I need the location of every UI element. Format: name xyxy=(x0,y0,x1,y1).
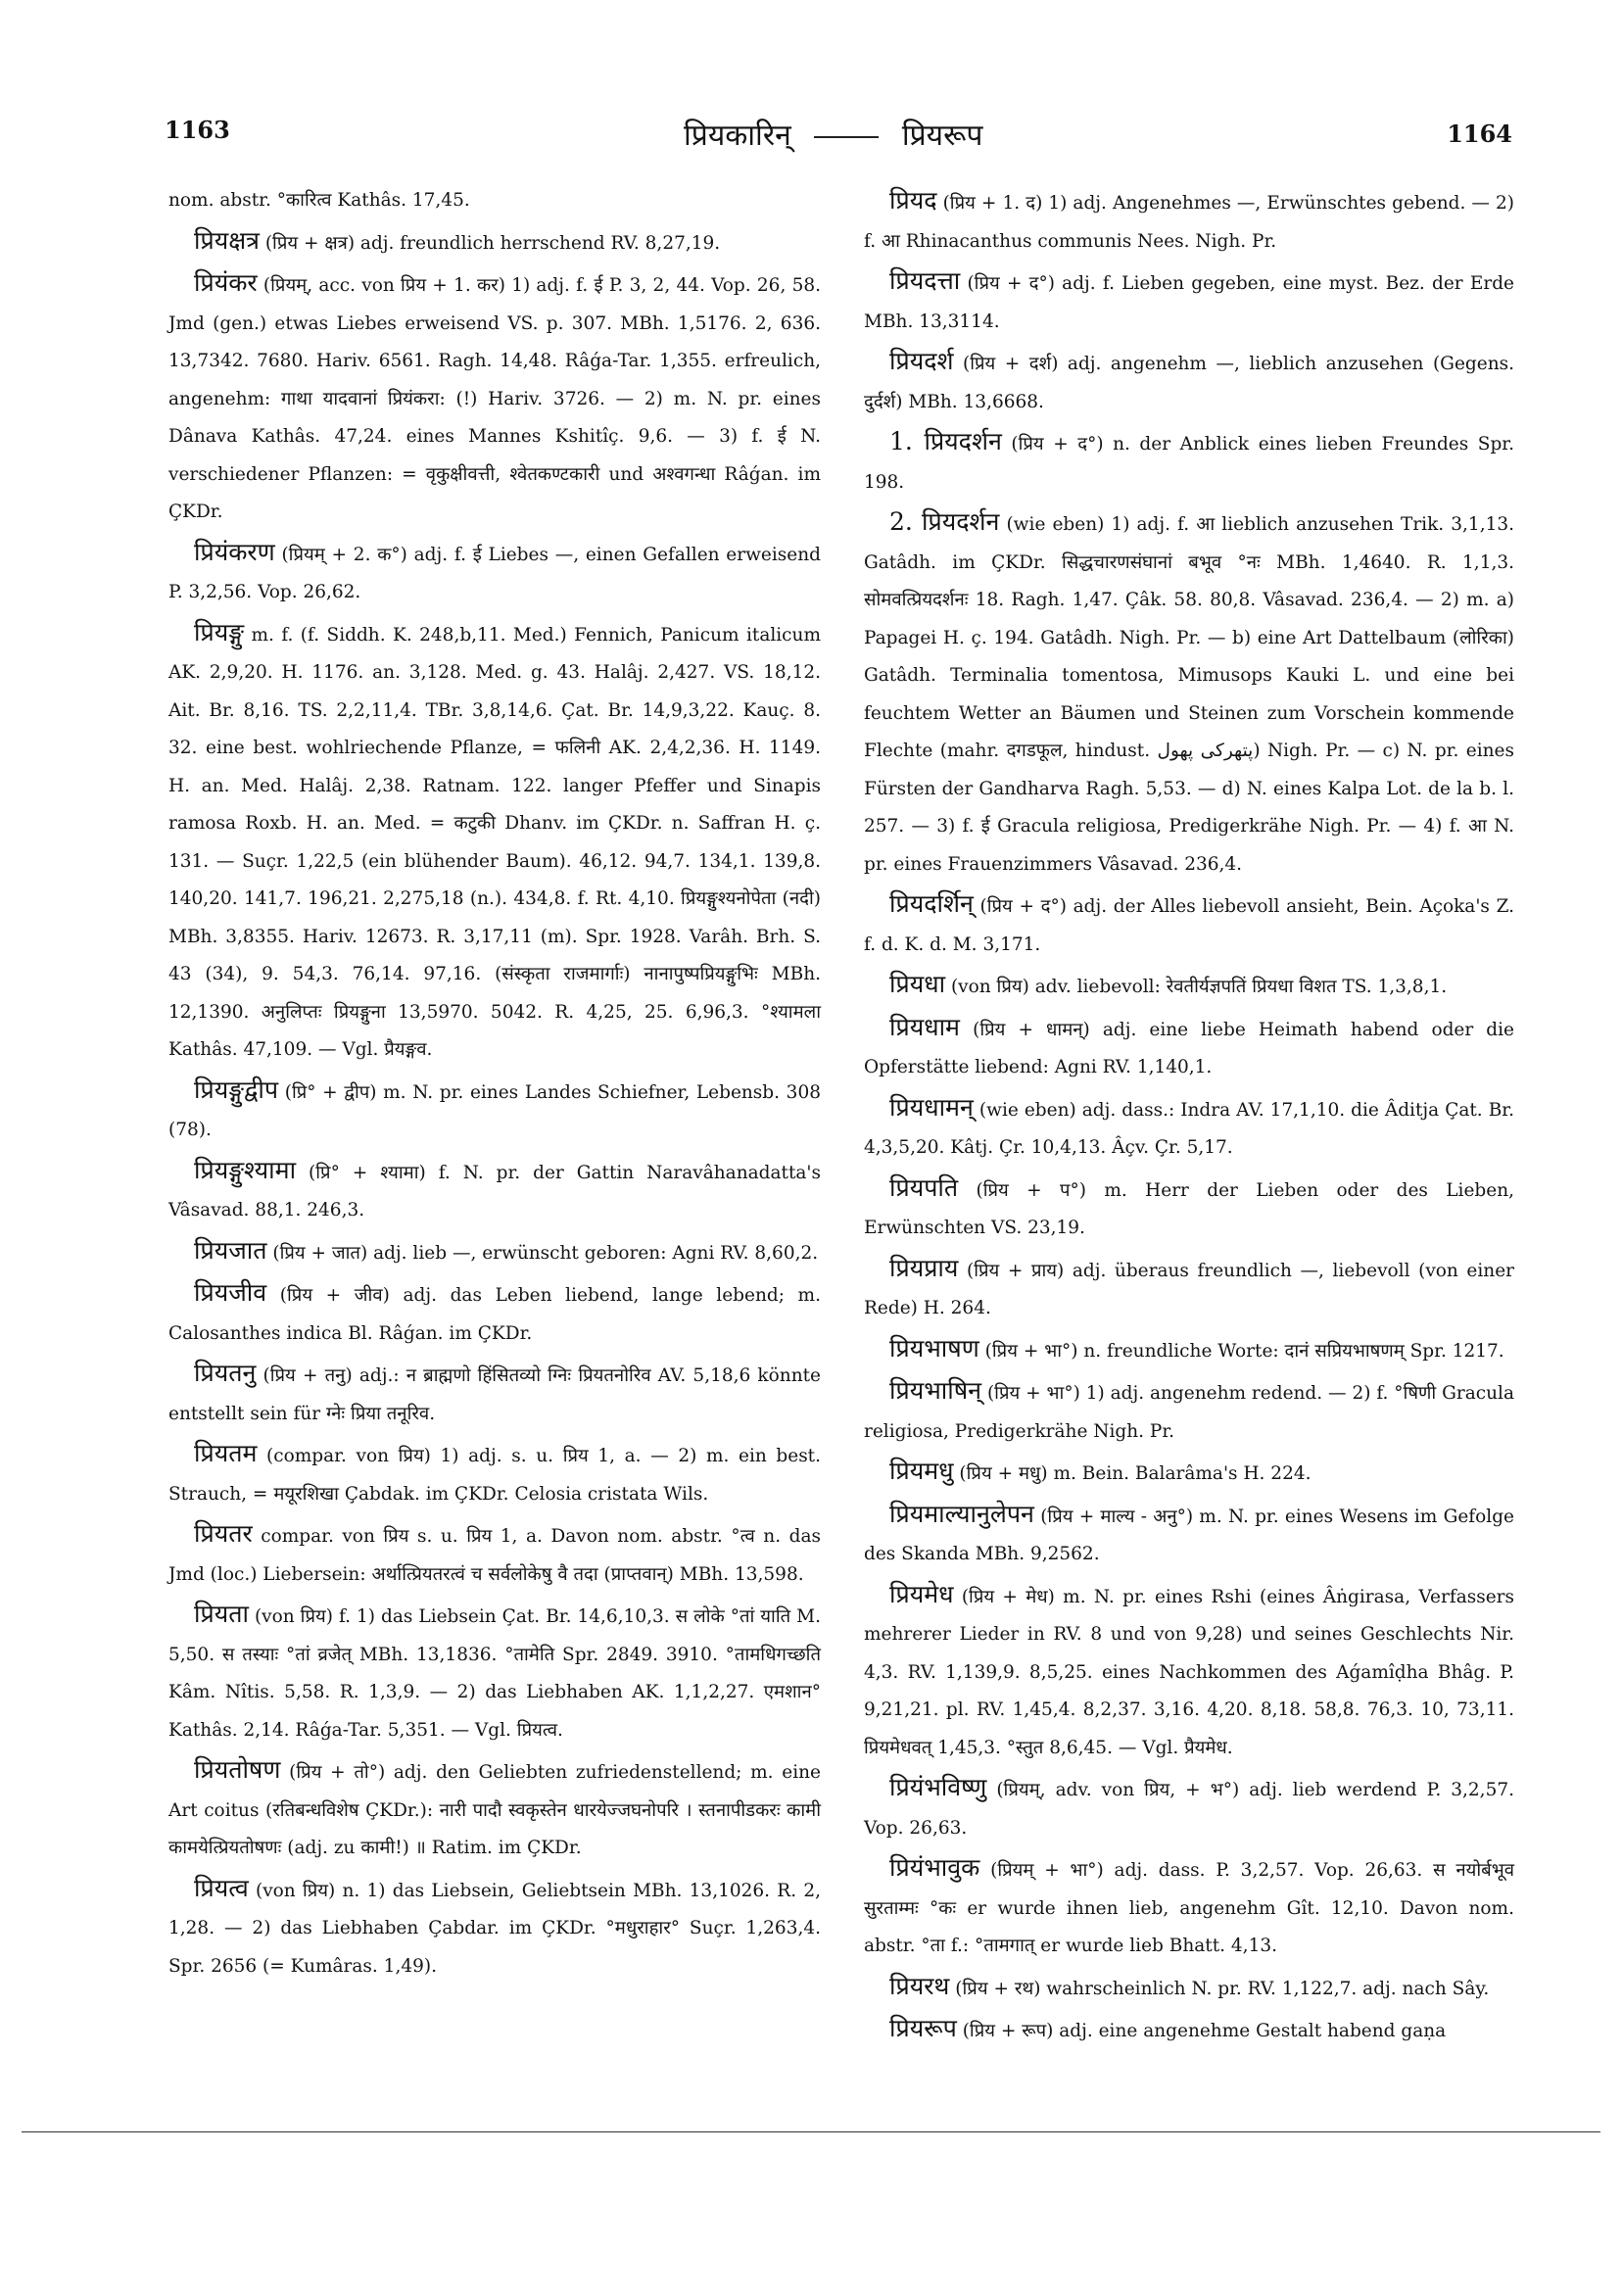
dictionary-entry xyxy=(864,423,1514,502)
dictionary-entry xyxy=(864,1576,1514,1768)
entry-text: (von प्रिय) adv. liebevoll: रेवतीर्यज्ञपतिं प्रियधा विशत TS. 1,3,8,1. xyxy=(950,977,1448,997)
entry-headword: प्रियधाम xyxy=(889,1012,961,1041)
dictionary-entry xyxy=(168,1435,821,1513)
right-column xyxy=(864,182,1514,2053)
dictionary-entry xyxy=(864,1009,1514,1087)
entry-text: (von प्रिय) f. 1) das Liebsein Çat. Br. 14,6,10,3. स लोके °तां याति M. 5,50. स तस्याः °तां व्रजेत् MBh. 13,1836. °तामेति Spr. 2849. 3910. °तामधिगच्छति Kâm. Nîtis. 5,58. R. 1,3,9. — 2) das Liebhaben AK. 1,1,2,27. एमशान° Kathâs. 2,14. Râǵa-Tar. 5,351. — Vgl. प्रियत्व. xyxy=(168,1606,821,1741)
entry-headword: प्रियतर xyxy=(194,1519,253,1548)
entry-text: (प्रिय + रथ) wahrscheinlich N. pr. RV. 1,122,7. adj. nach Sây. xyxy=(955,1978,1490,1999)
entry-text: (प्रियम्, acc. von प्रिय + 1. कर) 1) adj. f. ई P. 3, 2, 44. Vop. 26, 58. Jmd (gen.) etwas Liebes erweisend VS. p. 307. MBh. 1,5176. 2, 636. 13,7342. 7680. Hariv. 6561. Ragh. 14,48. Râǵa-Tar. 1,355. erfreulich, angenehm: गाथा यादवानां प्रियंकरा: (!) Hariv. 3726. — 2) m. N. pr. eines Dânava Kathâs. 47,24. eines Mannes Kshitîç. 9,6. — 3) f. ई N. verschiedener Pflanzen: = वृकुक्षीवत्ती, श्वेतकण्टकारी und अश्वगन्धा Râǵan. im ÇKDr. xyxy=(168,275,821,522)
left-column xyxy=(168,182,821,1987)
entry-text: (प्रिय + प°) m. Herr der Lieben oder des Lieben, Erwünschten VS. 23,19. xyxy=(864,1179,1514,1238)
entry-headword: प्रियत्व xyxy=(194,1873,249,1902)
entry-headword: प्रियंकरण xyxy=(194,537,275,566)
entry-headword: प्रियङ्गुश्यामा xyxy=(194,1155,297,1184)
entry-headword: प्रियंभावुक xyxy=(889,1853,980,1882)
entry-text: (प्रिय + दर्श) adj. angenehm —, lieblich anzusehen (Gegens. दुर्दर्श) MBh. 13,6668. xyxy=(864,354,1514,412)
dictionary-entry xyxy=(864,885,1514,964)
entry-text: (प्रि° + श्यामा) f. N. pr. der Gattin Naravâhanadatta's Vâsavad. 88,1. 246,3. xyxy=(168,1162,821,1220)
dictionary-entry xyxy=(168,1232,821,1273)
entry-text: (wie eben) adj. dass.: Indra AV. 17,1,10. die Âditja Çat. Br. 4,3,5,20. Kâtj. Çr. 10,4,13. Âçv. Çr. 5,17. xyxy=(864,1099,1514,1158)
entry-text: nom. abstr. °कारित्व Kathâs. 17,45. xyxy=(168,190,470,211)
entry-headword: 1. प्रियदर्शन xyxy=(889,427,1002,455)
dictionary-entry xyxy=(168,1355,821,1433)
running-head-dash xyxy=(814,136,879,138)
entry-headword: प्रियरथ xyxy=(889,1971,950,2000)
entry-headword: प्रियभाषिन् xyxy=(889,1376,982,1405)
entry-text: (wie eben) 1) adj. f. आ lieblich anzusehen Trik. 3,1,13. Gatâdh. im ÇKDr. सिद्धचारणसंघानां बभूव °नः MBh. 1,4640. R. 1,1,3. सोमवत्प्रियदर्शनः 18. Ragh. 1,47. Çâk. 58. 80,8. Vâsavad. 236,4. — 2) m. a) Papagei H. ç. 194. Gatâdh. Nigh. Pr. — b) eine Art Dattelbaum (लोरिका) Gatâdh. Terminalia tomentosa, Mimusops Kauki L. und eine bei feuchtem Wetter an Bäumen und Steinen zum Vorschein kommende Flechte (mahr. दगडफूल, hindust. پتهرکی پهول) Nigh. Pr. — c) N. pr. eines Fürsten der Gandharva Ragh. 5,53. — d) N. eines Kalpa Lot. de la b. l. 257. — 3) f. ई Gracula religiosa, Predigerkrähe Nigh. Pr. — 4) f. आ N. pr. eines Frauenzimmers Vâsavad. 236,4. xyxy=(864,514,1515,875)
dictionary-entry xyxy=(168,1274,821,1353)
entry-text: (प्रिय + तनु) adj.: न ब्राह्मणो हिंसितव्यो ग्निः प्रियतनोरिव AV. 5,18,6 könnte entstellt sein für ग्नेः प्रिया तनूरिव. xyxy=(168,1365,821,1424)
entry-text: compar. von प्रिय s. u. प्रिय 1, a. Davon nom. abstr. °त्व n. das Jmd (loc.) Liebersein: अर्थात्प्रियतरत्वं च सर्वलोकेषु वै तदा (प्राप्तवान्) MBh. 13,598. xyxy=(168,1526,821,1585)
page-header xyxy=(165,116,1512,155)
entry-text: m. f. (f. Siddh. K. 248,b,11. Med.) Fennich, Panicum italicum AK. 2,9,20. H. 1176. an. 3,128. Med. g. 43. Halâj. 2,427. VS. 18,12. Ait. Br. 8,16. TS. 2,2,11,4. TBr. 3,8,14,6. Çat. Br. 14,9,3,22. Kauç. 8. 32. eine best. wohlriechende Pflanze, = फलिनी AK. 2,4,2,36. H. 1149. H. an. Med. Halâj. 2,38. Ratnam. 122. langer Pfeffer und Sinapis ramosa Roxb. H. an. Med. = कटुकी Dhanv. im ÇKDr. n. Saffran H. ç. 131. — Suçr. 1,22,5 (ein blühender Baum). 46,12. 94,7. 134,1. 139,8. 140,20. 141,7. 196,21. 2,275,18 (n.). 434,8. f. Rt. 4,10. प्रियङ्गुश्यनोपेता (नदी) MBh. 3,8355. Hariv. 12673. R. 3,17,11 (m). Spr. 1928. Varâh. Brh. S. 43 (34), 9. 54,3. 76,14. 97,16. (संस्कृता राजमार्गाः) नानापुष्पप्रियङ्गुभिः MBh. 12,1390. अनुलिप्तः प्रियङ्गुना 13,5970. 5042. R. 4,25, 25. 6,96,3. °श्यामला Kathâs. 47,109. — Vgl. प्रैयङ्गव. xyxy=(168,624,821,1060)
dictionary-entry xyxy=(864,503,1514,884)
entry-text: (compar. von प्रिय) 1) adj. s. u. प्रिय 1, a. — 2) m. ein best. Strauch, = मयूरशिखा Çabdak. im ÇKDr. Celosia cristata Wils. xyxy=(168,1446,821,1505)
dictionary-entry xyxy=(864,966,1514,1007)
entry-headword: प्रियदत्ता xyxy=(889,266,961,295)
entry-headword: प्रियङ्गु xyxy=(194,617,245,646)
entry-headword: 2. प्रियदर्शन xyxy=(889,507,1000,536)
page-number-right: 1164 xyxy=(1447,120,1512,148)
dictionary-entry xyxy=(168,182,821,220)
dictionary-entry xyxy=(864,1769,1514,1847)
dictionary-entry xyxy=(168,534,821,612)
entry-headword: प्रियतोषण xyxy=(194,1755,281,1784)
page-number-left: 1163 xyxy=(165,116,230,144)
entry-headword: प्रियभाषण xyxy=(889,1333,979,1363)
entry-headword: प्रियंभविष्णु xyxy=(889,1773,987,1801)
dictionary-entry xyxy=(864,343,1514,421)
entry-headword: प्रियपति xyxy=(889,1172,959,1202)
entry-text: (प्रिय + भा°) n. freundliche Worte: दानं सप्रियभाषणम् Spr. 1217. xyxy=(984,1340,1504,1362)
running-head-left: प्रियकारिन् xyxy=(684,119,791,153)
entry-text: (प्रिय + धामन्) adj. eine liebe Heimath habend oder die Opferstätte liebend: Agni RV. 1,140,1. xyxy=(864,1019,1514,1077)
entry-text: (प्रियम् + भा°) adj. dass. P. 3,2,57. Vop. 26,63. स नयोर्बभूव सुरताम्मः °कः er wurde ihnen lieb, angenehm Gît. 12,10. Davon nom. abstr. °ता f.: °तामगात् er wurde lieb Bhatt. 4,13. xyxy=(864,1860,1514,1956)
dictionary-entry xyxy=(864,182,1514,261)
entry-headword: प्रियंकर xyxy=(194,268,258,297)
dictionary-entry xyxy=(168,1515,821,1594)
dictionary-entry xyxy=(864,1453,1514,1494)
entry-headword: प्रियङ्गुद्वीप xyxy=(194,1075,279,1104)
entry-headword: प्रियजात xyxy=(194,1235,267,1265)
entry-text: (von प्रिय) n. 1) das Liebsein, Geliebtsein MBh. 13,1026. R. 2, 1,28. — 2) das Liebhaben Çabdar. im ÇKDr. °मधुराहार° Suçr. 1,263,4. Spr. 2656 (= Kumâras. 1,49). xyxy=(168,1880,821,1977)
entry-headword: प्रियमाल्यानुलेपन xyxy=(889,1499,1034,1528)
dictionary-entry xyxy=(864,1170,1514,1248)
entry-text: (प्रिय + मेध) m. N. pr. eines Rshi (eines Âṅgirasa, Verfassers mehrerer Lieder in RV. 8 und von 9,28) und seines Geschlechts Nir. 4,3. RV. 1,139,9. 8,5,25. eines Nachkommen des Aǵamîḍha Bhâg. P. 9,21,21. pl. RV. 1,45,4. 8,2,37. 3,16. 4,20. 8,18. 58,8. 76,3. 10, 73,11. प्रियमेधवत् 1,45,3. °स्तुत 8,6,45. — Vgl. प्रैयमेध. xyxy=(864,1586,1514,1758)
dictionary-entry xyxy=(864,1968,1514,2009)
entry-headword: प्रियमधु xyxy=(889,1457,954,1485)
dictionary-entry xyxy=(864,1496,1514,1574)
entry-text: (प्रिय + माल्य - अनु°) m. N. pr. eines Wesens im Gefolge des Skanda MBh. 9,2562. xyxy=(864,1506,1514,1564)
dictionary-entry xyxy=(864,1330,1514,1371)
dictionary-entry xyxy=(864,2010,1514,2051)
dictionary-entry xyxy=(168,1751,821,1868)
entry-headword: प्रियजीव xyxy=(194,1278,267,1307)
dictionary-entry xyxy=(864,1089,1514,1168)
dictionary-entry xyxy=(864,1250,1514,1328)
entry-text: (प्रियम् + 2. क°) adj. f. ई Liebes —, einen Gefallen erweisend P. 3,2,56. Vop. 26,62. xyxy=(168,544,821,602)
entry-text: (प्रियम्, adv. von प्रिय, + भ°) adj. lieb werdend P. 3,2,57. Vop. 26,63. xyxy=(864,1780,1514,1839)
entry-headword: प्रियदर्शिन् xyxy=(889,889,974,918)
entry-headword: प्रियदर्श xyxy=(889,347,954,375)
entry-text: (प्रिय + रूप) adj. eine angenehme Gestalt habend gaṇa xyxy=(962,2021,1447,2041)
running-head-right: प्रियरूप xyxy=(901,119,983,153)
entry-text: (प्रिय + 1. द) 1) adj. Angenehmes —, Erwünschtes gebend. — 2) f. आ Rhinacanthus communis Nees. Nigh. Pr. xyxy=(864,193,1514,252)
entry-text: (प्रिय + तो°) adj. den Geliebten zufriedenstellend; m. eine Art coitus (रतिबन्धविशेष ÇKDr.): नारी पादौ स्वकृस्तेन धारयेज्जघनोपरि । स्तनापीडकरः कामी कामयेत्प्रियतोषणः (adj. zu कामी!) ॥ Ratim. im ÇKDr. xyxy=(168,1762,821,1858)
entry-text: (प्रिय + प्राय) adj. überaus freundlich —, liebevoll (von einer Rede) H. 264. xyxy=(864,1260,1514,1318)
dictionary-entry xyxy=(864,1372,1514,1451)
entry-text: (प्रिय + मधु) m. Bein. Balarâma's H. 224. xyxy=(959,1463,1312,1484)
dictionary-entry xyxy=(168,614,821,1070)
dictionary-entry xyxy=(168,1072,821,1150)
dictionary-entry xyxy=(168,1596,821,1749)
entry-headword: प्रियद xyxy=(889,186,937,215)
dictionary-entry xyxy=(168,1870,821,1986)
entry-headword: प्रियतनु xyxy=(194,1359,257,1387)
entry-text: (प्रिय + द°) adj. f. Lieben gegeben, eine myst. Bez. der Erde MBh. 13,3114. xyxy=(864,273,1514,332)
entry-text: (प्रिय + भा°) 1) adj. angenehm redend. — 2) f. °षिणी Gracula religiosa, Predigerkrähe Nigh. Pr. xyxy=(864,1383,1514,1442)
entry-headword: प्रियधामन् xyxy=(889,1092,974,1122)
entry-headword: प्रियतम xyxy=(194,1439,258,1467)
entry-headword: प्रियमेध xyxy=(889,1579,954,1608)
dictionary-entry xyxy=(864,1849,1514,1966)
entry-text: (प्रि° + द्वीप) m. N. pr. eines Landes Schiefner, Lebensb. 308 (78). xyxy=(168,1081,821,1140)
entry-headword: प्रियता xyxy=(194,1600,249,1628)
entry-text: (प्रिय + क्षत्र) adj. freundlich herrschend RV. 8,27,19. xyxy=(264,232,721,254)
entry-headword: प्रियप्राय xyxy=(889,1253,959,1282)
entry-headword: प्रियधा xyxy=(889,970,946,998)
running-head xyxy=(684,114,982,154)
dictionary-entry xyxy=(168,1152,821,1230)
entry-headword: प्रियक्षत्र xyxy=(194,225,260,255)
dictionary-entry xyxy=(168,222,821,263)
entry-text: (प्रिय + जात) adj. lieb —, erwünscht geboren: Agni RV. 8,60,2. xyxy=(272,1242,819,1264)
entry-text: (प्रिय + द°) n. der Anblick eines lieben Freundes Spr. 198. xyxy=(864,434,1514,493)
footer-rule xyxy=(22,2131,1600,2132)
entry-headword: प्रियरूप xyxy=(889,2014,957,2042)
entry-text: (प्रिय + जीव) adj. das Leben liebend, lange lebend; m. Calosanthes indica Bl. Râǵan. im ÇKDr. xyxy=(168,1285,821,1344)
dictionary-entry xyxy=(864,263,1514,341)
dictionary-entry xyxy=(168,264,821,532)
entry-text: (प्रिय + द°) adj. der Alles liebevoll ansieht, Bein. Açoka's Z. f. d. K. d. M. 3,171. xyxy=(864,896,1514,955)
